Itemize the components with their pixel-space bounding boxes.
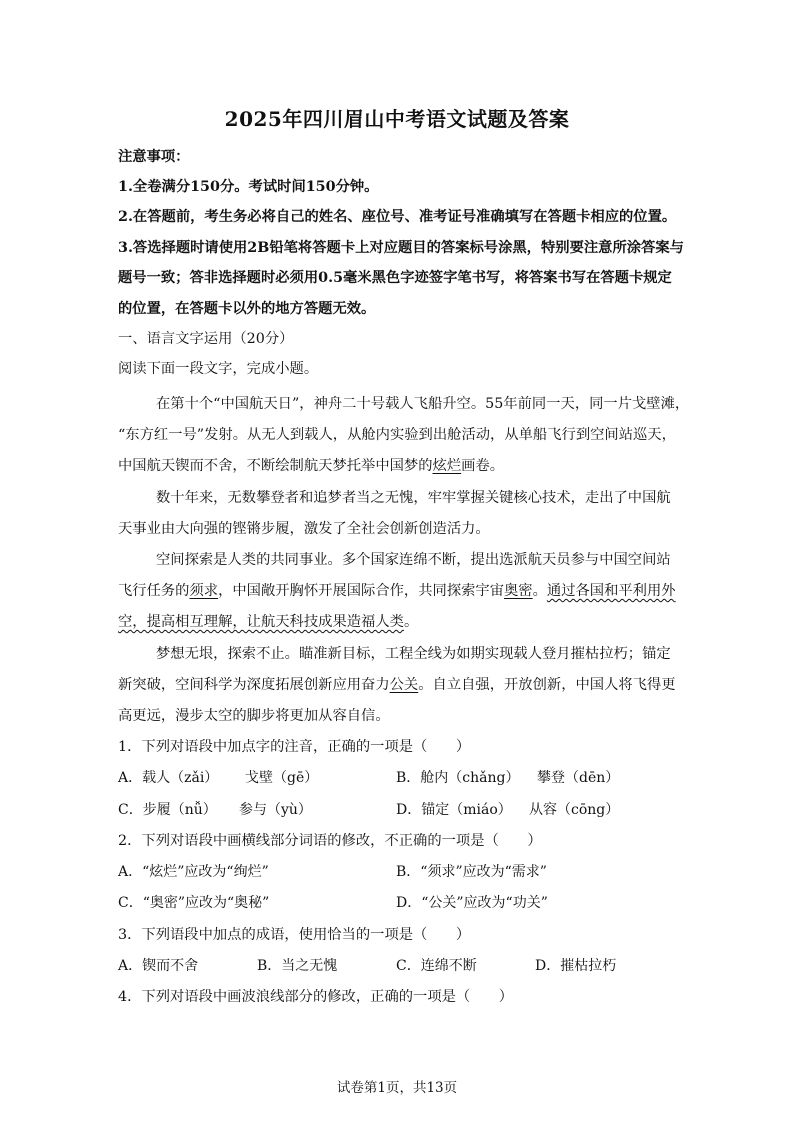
question-1-option-a-extra: 戈壁（gē） — [245, 770, 319, 786]
passage-text: 飞行任务的 — [118, 583, 190, 599]
question-1-option-c: C．步履（nǚ） — [118, 802, 217, 818]
passage-text: 画卷。 — [461, 458, 505, 474]
question-1-stem: 1．下列对语段中加点字的注音，正确的一项是（ ） — [118, 739, 471, 755]
passage-p1-line-3 — [118, 456, 504, 476]
question-3-option-a: A．锲而不舍 — [118, 958, 199, 974]
page-footer: 试卷第1页，共13页 — [336, 1080, 458, 1096]
passage-p3-line-2 — [118, 581, 676, 601]
passage-p4-line-1: 梦想无垠，探索不止。瞄准新目标，工程全线为如期实现载人登月摧枯拉朽；锚定 — [156, 646, 671, 662]
question-1-option-d-extra: 从容（cōng） — [529, 802, 620, 818]
passage-p3-line-1: 空间探索是人类的共同事业。多个国家连绵不断，提出选派航天员参与中国空间站 — [156, 552, 671, 568]
passage-text: 。 — [532, 583, 547, 599]
page-title: 2025年四川眉山中考语文试题及答案 — [224, 107, 570, 131]
passage-p4-line-3: 高更远，漫步太空的脚步将更加从容自信。 — [118, 708, 390, 724]
passage-p1-line-1: 在第十个“中国航天日”，神舟二十号载人飞船升空。55年前同一天，同一片戈壁滩， — [156, 396, 690, 412]
underlined-word: 奥密 — [504, 583, 533, 599]
wavy-underlined-sentence: 通过各国和平利用外 — [546, 583, 676, 599]
passage-p1-line-2: “东方红一号”发射。从无人到载人，从舱内实验到出舱活动，从单船飞行到空间站巡天， — [118, 427, 676, 443]
passage-p3-line-3 — [118, 612, 418, 632]
question-2-option-a: A．“炫烂”应改为“绚烂” — [118, 864, 269, 880]
notice-item-3-line-3: 的位置，在答题卡以外的地方答题无效。 — [118, 301, 376, 317]
question-3-option-d: D．摧枯拉朽 — [535, 958, 617, 974]
underlined-word: 公关 — [389, 677, 419, 693]
notice-item-3-line-1: 3.答选择题时请使用2B铅笔将答题卡上对应题目的答案标号涂黑，特别要注意所涂答案与 — [118, 240, 684, 256]
notice-item-1: 1.全卷满分150分。考试时间150分钟。 — [118, 179, 379, 195]
section-instruction: 阅读下面一段文字，完成小题。 — [118, 361, 319, 377]
underlined-word: 炫烂 — [432, 458, 462, 474]
passage-p2-line-2: 天事业由大向强的铿锵步履，激发了全社会创新创造活力。 — [118, 521, 490, 537]
question-3-option-b: B．当之无愧 — [257, 958, 338, 974]
passage-text: 。自立自强，开放创新，中国人将飞得更 — [418, 677, 676, 693]
question-1-option-a: A．载人（zǎi） — [118, 770, 219, 786]
passage-text: ，中国敞开胸怀开展国际合作，共同探索宇宙 — [218, 583, 505, 599]
underlined-word: 须求 — [189, 583, 219, 599]
question-1-option-d: D．锚定（miáo） — [396, 802, 512, 818]
question-3-stem: 3．下列语段中加点的成语，使用恰当的一项是（ ） — [118, 927, 471, 943]
passage-text: 。 — [403, 614, 419, 630]
passage-p2-line-1: 数十年来，无数攀登者和追梦者当之无愧，牢牢掌握关键核心技术，走出了中国航 — [156, 490, 671, 506]
notice-item-3-line-2: 题号一致；答非选择题时必须用0.5毫米黑色字迹签字笔书写，将答案书写在答题卡规定 — [118, 270, 672, 286]
question-2-option-d: D．“公关”应改为“功关” — [396, 895, 548, 911]
passage-text: 新突破，空间科学为深度拓展创新应用奋力 — [118, 677, 390, 693]
notice-item-2: 2.在答题前，考生务必将自己的姓名、座位号、准考证号准确填写在答题卡相应的位置。 — [118, 209, 677, 225]
question-2-option-c: C．“奥密”应改为“奥秘” — [118, 895, 270, 911]
notice-heading: 注意事项： — [118, 149, 190, 165]
question-1-option-b-extra: 攀登（dēn） — [537, 770, 620, 786]
passage-text: 中国航天锲而不舍，不断绘制航天梦托举中国梦的 — [118, 458, 433, 474]
question-2-stem: 2．下列对语段中画横线部分词语的修改，不正确的一项是（ ） — [118, 833, 542, 849]
wavy-underlined-sentence: 空，提高相互理解，让航天科技成果造福人类 — [118, 614, 404, 630]
question-4-stem: 4．下列对语段中画波浪线部分的修改，正确的一项是（ ） — [118, 989, 514, 1005]
question-1-option-c-extra: 参与（yù） — [239, 802, 312, 818]
question-1-option-b: B．舱内（chǎng） — [396, 770, 520, 786]
passage-p4-line-2 — [118, 675, 676, 695]
question-3-option-c: C．连绵不断 — [396, 958, 477, 974]
section-heading: 一、语言文字运用（20分） — [118, 331, 294, 347]
question-2-option-b: B．“须求”应改为“需求” — [396, 864, 547, 880]
